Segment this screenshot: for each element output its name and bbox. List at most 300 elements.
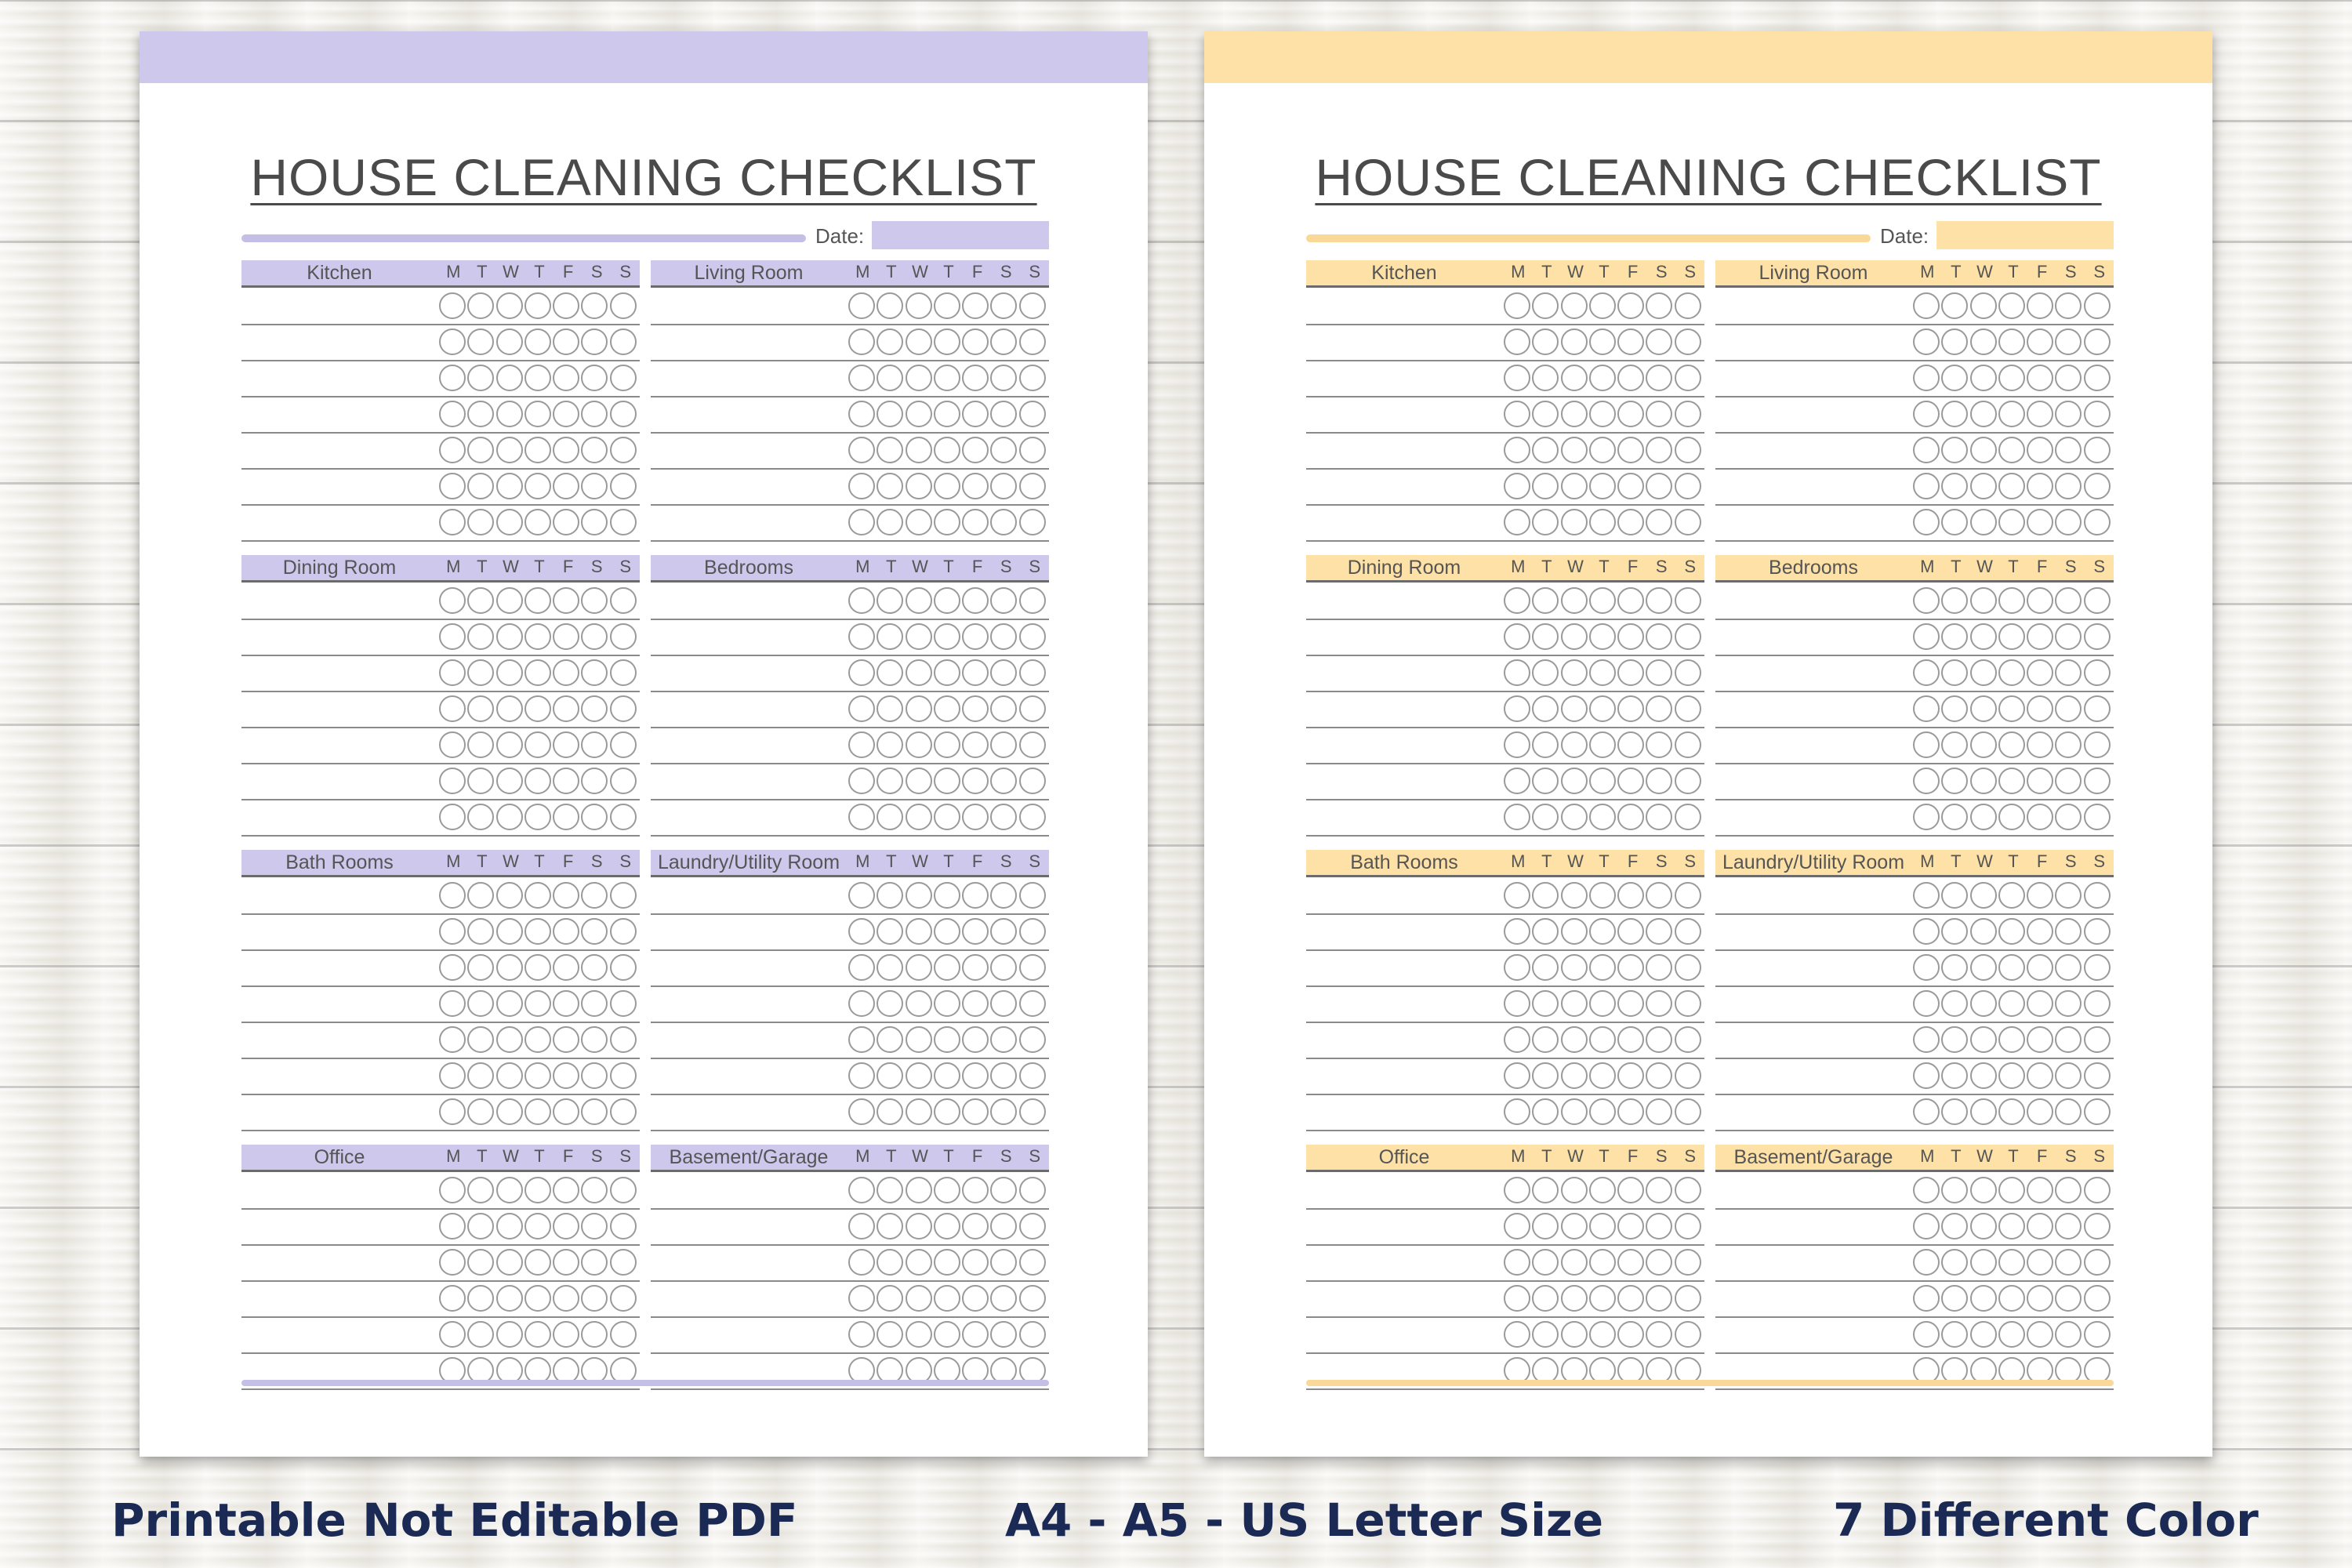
day-checkbox-circle[interactable]	[1561, 768, 1588, 794]
day-checkbox-circle[interactable]	[2055, 437, 2082, 463]
day-checkbox-circle[interactable]	[990, 292, 1017, 319]
day-checkbox-circle[interactable]	[2027, 1321, 2053, 1348]
day-checkbox-circle[interactable]	[1532, 1062, 1559, 1089]
day-checkbox-circle[interactable]	[1941, 954, 1968, 981]
day-checkbox-circle[interactable]	[1019, 768, 1046, 794]
day-checkbox-circle[interactable]	[934, 509, 960, 535]
day-checkbox-circle[interactable]	[848, 437, 875, 463]
day-checkbox-circle[interactable]	[990, 473, 1017, 499]
day-checkbox-circle[interactable]	[581, 292, 608, 319]
day-checkbox-circle[interactable]	[524, 918, 551, 945]
day-checkbox-circle[interactable]	[2055, 731, 2082, 758]
day-checkbox-circle[interactable]	[496, 401, 523, 427]
day-checkbox-circle[interactable]	[1561, 954, 1588, 981]
day-checkbox-circle[interactable]	[1913, 768, 1940, 794]
day-checkbox-circle[interactable]	[1675, 623, 1701, 650]
day-checkbox-circle[interactable]	[581, 731, 608, 758]
day-checkbox-circle[interactable]	[1970, 401, 1997, 427]
day-checkbox-circle[interactable]	[1998, 954, 2025, 981]
day-checkbox-circle[interactable]	[2055, 292, 2082, 319]
day-checkbox-circle[interactable]	[1504, 918, 1530, 945]
day-checkbox-circle[interactable]	[1913, 731, 1940, 758]
day-checkbox-circle[interactable]	[496, 1177, 523, 1203]
day-checkbox-circle[interactable]	[581, 328, 608, 355]
day-checkbox-circle[interactable]	[2084, 768, 2111, 794]
day-checkbox-circle[interactable]	[2027, 1177, 2053, 1203]
day-checkbox-circle[interactable]	[2027, 292, 2053, 319]
day-checkbox-circle[interactable]	[1504, 695, 1530, 722]
day-checkbox-circle[interactable]	[1998, 401, 2025, 427]
day-checkbox-circle[interactable]	[1998, 804, 2025, 830]
day-checkbox-circle[interactable]	[610, 1285, 637, 1312]
day-checkbox-circle[interactable]	[2055, 768, 2082, 794]
day-checkbox-circle[interactable]	[906, 365, 932, 391]
day-checkbox-circle[interactable]	[1675, 954, 1701, 981]
day-checkbox-circle[interactable]	[1675, 328, 1701, 355]
day-checkbox-circle[interactable]	[1617, 804, 1644, 830]
day-checkbox-circle[interactable]	[1998, 1249, 2025, 1276]
day-checkbox-circle[interactable]	[962, 1321, 989, 1348]
day-checkbox-circle[interactable]	[1998, 918, 2025, 945]
day-checkbox-circle[interactable]	[848, 1062, 875, 1089]
day-checkbox-circle[interactable]	[1532, 954, 1559, 981]
day-checkbox-circle[interactable]	[1589, 1249, 1616, 1276]
day-checkbox-circle[interactable]	[467, 918, 494, 945]
day-checkbox-circle[interactable]	[2055, 1026, 2082, 1053]
day-checkbox-circle[interactable]	[1913, 587, 1940, 614]
day-checkbox-circle[interactable]	[467, 804, 494, 830]
day-checkbox-circle[interactable]	[553, 365, 579, 391]
day-checkbox-circle[interactable]	[553, 731, 579, 758]
day-checkbox-circle[interactable]	[1998, 328, 2025, 355]
day-checkbox-circle[interactable]	[906, 1026, 932, 1053]
day-checkbox-circle[interactable]	[1617, 1249, 1644, 1276]
day-checkbox-circle[interactable]	[439, 623, 466, 650]
day-checkbox-circle[interactable]	[1561, 990, 1588, 1017]
day-checkbox-circle[interactable]	[610, 587, 637, 614]
day-checkbox-circle[interactable]	[2027, 954, 2053, 981]
day-checkbox-circle[interactable]	[439, 1177, 466, 1203]
day-checkbox-circle[interactable]	[553, 768, 579, 794]
day-checkbox-circle[interactable]	[1532, 1098, 1559, 1125]
day-checkbox-circle[interactable]	[1504, 1285, 1530, 1312]
day-checkbox-circle[interactable]	[524, 623, 551, 650]
day-checkbox-circle[interactable]	[1941, 623, 1968, 650]
day-checkbox-circle[interactable]	[439, 401, 466, 427]
day-checkbox-circle[interactable]	[467, 1026, 494, 1053]
day-checkbox-circle[interactable]	[962, 1177, 989, 1203]
day-checkbox-circle[interactable]	[1561, 587, 1588, 614]
day-checkbox-circle[interactable]	[1561, 731, 1588, 758]
day-checkbox-circle[interactable]	[1617, 587, 1644, 614]
day-checkbox-circle[interactable]	[2084, 990, 2111, 1017]
day-checkbox-circle[interactable]	[1504, 292, 1530, 319]
day-checkbox-circle[interactable]	[467, 1062, 494, 1089]
day-checkbox-circle[interactable]	[1646, 659, 1672, 686]
day-checkbox-circle[interactable]	[1617, 1285, 1644, 1312]
day-checkbox-circle[interactable]	[2084, 328, 2111, 355]
day-checkbox-circle[interactable]	[848, 365, 875, 391]
day-checkbox-circle[interactable]	[962, 954, 989, 981]
day-checkbox-circle[interactable]	[934, 328, 960, 355]
day-checkbox-circle[interactable]	[1589, 473, 1616, 499]
day-checkbox-circle[interactable]	[848, 990, 875, 1017]
day-checkbox-circle[interactable]	[934, 292, 960, 319]
day-checkbox-circle[interactable]	[906, 1213, 932, 1240]
day-checkbox-circle[interactable]	[1019, 990, 1046, 1017]
day-checkbox-circle[interactable]	[1504, 1213, 1530, 1240]
day-checkbox-circle[interactable]	[848, 768, 875, 794]
day-checkbox-circle[interactable]	[524, 1062, 551, 1089]
day-checkbox-circle[interactable]	[2027, 1285, 2053, 1312]
day-checkbox-circle[interactable]	[1675, 882, 1701, 909]
day-checkbox-circle[interactable]	[2055, 623, 2082, 650]
day-checkbox-circle[interactable]	[2084, 1249, 2111, 1276]
day-checkbox-circle[interactable]	[2084, 695, 2111, 722]
day-checkbox-circle[interactable]	[1998, 1213, 2025, 1240]
day-checkbox-circle[interactable]	[1970, 954, 1997, 981]
day-checkbox-circle[interactable]	[439, 731, 466, 758]
day-checkbox-circle[interactable]	[2027, 509, 2053, 535]
day-checkbox-circle[interactable]	[610, 1249, 637, 1276]
day-checkbox-circle[interactable]	[1998, 1062, 2025, 1089]
day-checkbox-circle[interactable]	[962, 1026, 989, 1053]
day-checkbox-circle[interactable]	[1675, 509, 1701, 535]
day-checkbox-circle[interactable]	[1646, 401, 1672, 427]
day-checkbox-circle[interactable]	[1675, 587, 1701, 614]
day-checkbox-circle[interactable]	[1589, 659, 1616, 686]
day-checkbox-circle[interactable]	[1646, 804, 1672, 830]
day-checkbox-circle[interactable]	[1913, 695, 1940, 722]
day-checkbox-circle[interactable]	[2055, 1285, 2082, 1312]
day-checkbox-circle[interactable]	[439, 292, 466, 319]
day-checkbox-circle[interactable]	[1532, 401, 1559, 427]
day-checkbox-circle[interactable]	[439, 1098, 466, 1125]
day-checkbox-circle[interactable]	[1675, 1062, 1701, 1089]
day-checkbox-circle[interactable]	[467, 292, 494, 319]
day-checkbox-circle[interactable]	[524, 804, 551, 830]
day-checkbox-circle[interactable]	[496, 437, 523, 463]
day-checkbox-circle[interactable]	[2055, 473, 2082, 499]
day-checkbox-circle[interactable]	[1561, 1062, 1588, 1089]
day-checkbox-circle[interactable]	[1998, 587, 2025, 614]
day-checkbox-circle[interactable]	[2084, 473, 2111, 499]
day-checkbox-circle[interactable]	[1970, 731, 1997, 758]
day-checkbox-circle[interactable]	[877, 768, 903, 794]
day-checkbox-circle[interactable]	[1617, 768, 1644, 794]
day-checkbox-circle[interactable]	[1913, 954, 1940, 981]
day-checkbox-circle[interactable]	[439, 437, 466, 463]
day-checkbox-circle[interactable]	[439, 882, 466, 909]
day-checkbox-circle[interactable]	[990, 328, 1017, 355]
day-checkbox-circle[interactable]	[467, 401, 494, 427]
day-checkbox-circle[interactable]	[496, 1026, 523, 1053]
day-checkbox-circle[interactable]	[1998, 1026, 2025, 1053]
day-checkbox-circle[interactable]	[1941, 401, 1968, 427]
day-checkbox-circle[interactable]	[2055, 1062, 2082, 1089]
day-checkbox-circle[interactable]	[906, 1098, 932, 1125]
day-checkbox-circle[interactable]	[496, 990, 523, 1017]
day-checkbox-circle[interactable]	[1970, 1098, 1997, 1125]
day-checkbox-circle[interactable]	[1998, 623, 2025, 650]
day-checkbox-circle[interactable]	[2084, 1026, 2111, 1053]
day-checkbox-circle[interactable]	[1617, 1026, 1644, 1053]
day-checkbox-circle[interactable]	[877, 1098, 903, 1125]
day-checkbox-circle[interactable]	[990, 695, 1017, 722]
day-checkbox-circle[interactable]	[1913, 1062, 1940, 1089]
day-checkbox-circle[interactable]	[1589, 1098, 1616, 1125]
day-checkbox-circle[interactable]	[2055, 954, 2082, 981]
day-checkbox-circle[interactable]	[1589, 437, 1616, 463]
day-checkbox-circle[interactable]	[496, 695, 523, 722]
day-checkbox-circle[interactable]	[1646, 365, 1672, 391]
day-checkbox-circle[interactable]	[962, 804, 989, 830]
day-checkbox-circle[interactable]	[1617, 623, 1644, 650]
day-checkbox-circle[interactable]	[848, 587, 875, 614]
day-checkbox-circle[interactable]	[2027, 1026, 2053, 1053]
day-checkbox-circle[interactable]	[1589, 918, 1616, 945]
day-checkbox-circle[interactable]	[439, 1026, 466, 1053]
day-checkbox-circle[interactable]	[962, 292, 989, 319]
day-checkbox-circle[interactable]	[2055, 659, 2082, 686]
day-checkbox-circle[interactable]	[1532, 990, 1559, 1017]
day-checkbox-circle[interactable]	[2027, 768, 2053, 794]
day-checkbox-circle[interactable]	[848, 918, 875, 945]
day-checkbox-circle[interactable]	[906, 918, 932, 945]
day-checkbox-circle[interactable]	[553, 918, 579, 945]
day-checkbox-circle[interactable]	[1913, 1098, 1940, 1125]
day-checkbox-circle[interactable]	[524, 1321, 551, 1348]
day-checkbox-circle[interactable]	[934, 1321, 960, 1348]
day-checkbox-circle[interactable]	[581, 768, 608, 794]
day-checkbox-circle[interactable]	[1675, 1026, 1701, 1053]
day-checkbox-circle[interactable]	[1970, 1321, 1997, 1348]
day-checkbox-circle[interactable]	[1941, 365, 1968, 391]
day-checkbox-circle[interactable]	[1675, 1098, 1701, 1125]
day-checkbox-circle[interactable]	[439, 695, 466, 722]
day-checkbox-circle[interactable]	[906, 1321, 932, 1348]
day-checkbox-circle[interactable]	[581, 882, 608, 909]
day-checkbox-circle[interactable]	[1617, 365, 1644, 391]
day-checkbox-circle[interactable]	[1617, 882, 1644, 909]
day-checkbox-circle[interactable]	[1646, 1177, 1672, 1203]
day-checkbox-circle[interactable]	[524, 365, 551, 391]
day-checkbox-circle[interactable]	[934, 1213, 960, 1240]
day-checkbox-circle[interactable]	[439, 918, 466, 945]
day-checkbox-circle[interactable]	[2027, 695, 2053, 722]
day-checkbox-circle[interactable]	[1941, 918, 1968, 945]
day-checkbox-circle[interactable]	[934, 1285, 960, 1312]
day-checkbox-circle[interactable]	[906, 731, 932, 758]
day-checkbox-circle[interactable]	[1019, 623, 1046, 650]
day-checkbox-circle[interactable]	[1589, 695, 1616, 722]
day-checkbox-circle[interactable]	[990, 1285, 1017, 1312]
day-checkbox-circle[interactable]	[1970, 990, 1997, 1017]
day-checkbox-circle[interactable]	[496, 509, 523, 535]
day-checkbox-circle[interactable]	[934, 473, 960, 499]
day-checkbox-circle[interactable]	[1504, 1062, 1530, 1089]
day-checkbox-circle[interactable]	[962, 1285, 989, 1312]
day-checkbox-circle[interactable]	[1019, 804, 1046, 830]
day-checkbox-circle[interactable]	[1561, 659, 1588, 686]
day-checkbox-circle[interactable]	[962, 1249, 989, 1276]
day-checkbox-circle[interactable]	[1941, 292, 1968, 319]
day-checkbox-circle[interactable]	[610, 401, 637, 427]
day-checkbox-circle[interactable]	[1675, 918, 1701, 945]
day-checkbox-circle[interactable]	[1941, 1321, 1968, 1348]
day-checkbox-circle[interactable]	[496, 1098, 523, 1125]
day-checkbox-circle[interactable]	[610, 990, 637, 1017]
day-checkbox-circle[interactable]	[1561, 1249, 1588, 1276]
day-checkbox-circle[interactable]	[848, 473, 875, 499]
day-checkbox-circle[interactable]	[524, 473, 551, 499]
day-checkbox-circle[interactable]	[877, 695, 903, 722]
day-checkbox-circle[interactable]	[581, 1177, 608, 1203]
day-checkbox-circle[interactable]	[1504, 1026, 1530, 1053]
day-checkbox-circle[interactable]	[496, 882, 523, 909]
day-checkbox-circle[interactable]	[467, 509, 494, 535]
day-checkbox-circle[interactable]	[1504, 587, 1530, 614]
day-checkbox-circle[interactable]	[1675, 804, 1701, 830]
day-checkbox-circle[interactable]	[524, 731, 551, 758]
day-checkbox-circle[interactable]	[1561, 882, 1588, 909]
day-checkbox-circle[interactable]	[439, 328, 466, 355]
day-checkbox-circle[interactable]	[496, 365, 523, 391]
day-checkbox-circle[interactable]	[1617, 509, 1644, 535]
day-checkbox-circle[interactable]	[1970, 768, 1997, 794]
day-checkbox-circle[interactable]	[581, 1062, 608, 1089]
day-checkbox-circle[interactable]	[877, 292, 903, 319]
day-checkbox-circle[interactable]	[1561, 1321, 1588, 1348]
day-checkbox-circle[interactable]	[2084, 918, 2111, 945]
day-checkbox-circle[interactable]	[1913, 1249, 1940, 1276]
day-checkbox-circle[interactable]	[934, 1026, 960, 1053]
day-checkbox-circle[interactable]	[934, 365, 960, 391]
day-checkbox-circle[interactable]	[1970, 1213, 1997, 1240]
day-checkbox-circle[interactable]	[496, 1321, 523, 1348]
day-checkbox-circle[interactable]	[581, 1026, 608, 1053]
day-checkbox-circle[interactable]	[990, 768, 1017, 794]
day-checkbox-circle[interactable]	[934, 954, 960, 981]
day-checkbox-circle[interactable]	[1019, 365, 1046, 391]
day-checkbox-circle[interactable]	[553, 401, 579, 427]
day-checkbox-circle[interactable]	[906, 1285, 932, 1312]
day-checkbox-circle[interactable]	[934, 695, 960, 722]
day-checkbox-circle[interactable]	[467, 768, 494, 794]
day-checkbox-circle[interactable]	[1504, 437, 1530, 463]
day-checkbox-circle[interactable]	[2027, 473, 2053, 499]
day-checkbox-circle[interactable]	[934, 401, 960, 427]
day-checkbox-circle[interactable]	[524, 1249, 551, 1276]
day-checkbox-circle[interactable]	[1675, 401, 1701, 427]
day-checkbox-circle[interactable]	[877, 882, 903, 909]
day-checkbox-circle[interactable]	[2027, 1249, 2053, 1276]
day-checkbox-circle[interactable]	[1019, 1321, 1046, 1348]
day-checkbox-circle[interactable]	[1970, 1026, 1997, 1053]
day-checkbox-circle[interactable]	[1532, 473, 1559, 499]
day-checkbox-circle[interactable]	[1646, 587, 1672, 614]
day-checkbox-circle[interactable]	[906, 437, 932, 463]
day-checkbox-circle[interactable]	[1617, 1098, 1644, 1125]
day-checkbox-circle[interactable]	[1941, 768, 1968, 794]
day-checkbox-circle[interactable]	[1589, 731, 1616, 758]
day-checkbox-circle[interactable]	[2027, 365, 2053, 391]
day-checkbox-circle[interactable]	[610, 918, 637, 945]
day-checkbox-circle[interactable]	[1532, 1177, 1559, 1203]
day-checkbox-circle[interactable]	[1941, 804, 1968, 830]
day-checkbox-circle[interactable]	[934, 804, 960, 830]
day-checkbox-circle[interactable]	[2055, 1177, 2082, 1203]
day-checkbox-circle[interactable]	[467, 1321, 494, 1348]
day-checkbox-circle[interactable]	[1561, 1098, 1588, 1125]
day-checkbox-circle[interactable]	[1941, 1177, 1968, 1203]
day-checkbox-circle[interactable]	[1998, 1177, 2025, 1203]
day-checkbox-circle[interactable]	[1941, 1285, 1968, 1312]
day-checkbox-circle[interactable]	[581, 954, 608, 981]
day-checkbox-circle[interactable]	[1504, 768, 1530, 794]
day-checkbox-circle[interactable]	[1913, 1321, 1940, 1348]
day-checkbox-circle[interactable]	[439, 768, 466, 794]
day-checkbox-circle[interactable]	[2084, 954, 2111, 981]
day-checkbox-circle[interactable]	[1675, 1321, 1701, 1348]
day-checkbox-circle[interactable]	[610, 768, 637, 794]
day-checkbox-circle[interactable]	[553, 695, 579, 722]
day-checkbox-circle[interactable]	[1998, 1321, 2025, 1348]
day-checkbox-circle[interactable]	[1941, 1249, 1968, 1276]
day-checkbox-circle[interactable]	[1532, 1321, 1559, 1348]
day-checkbox-circle[interactable]	[1617, 1213, 1644, 1240]
day-checkbox-circle[interactable]	[1941, 659, 1968, 686]
day-checkbox-circle[interactable]	[1504, 328, 1530, 355]
day-checkbox-circle[interactable]	[524, 990, 551, 1017]
day-checkbox-circle[interactable]	[1913, 659, 1940, 686]
day-checkbox-circle[interactable]	[877, 990, 903, 1017]
day-checkbox-circle[interactable]	[990, 1321, 1017, 1348]
day-checkbox-circle[interactable]	[1675, 365, 1701, 391]
day-checkbox-circle[interactable]	[467, 990, 494, 1017]
day-checkbox-circle[interactable]	[1970, 365, 1997, 391]
day-checkbox-circle[interactable]	[524, 954, 551, 981]
day-checkbox-circle[interactable]	[990, 1213, 1017, 1240]
day-checkbox-circle[interactable]	[1532, 365, 1559, 391]
day-checkbox-circle[interactable]	[934, 623, 960, 650]
day-checkbox-circle[interactable]	[2084, 292, 2111, 319]
day-checkbox-circle[interactable]	[906, 990, 932, 1017]
day-checkbox-circle[interactable]	[1913, 509, 1940, 535]
day-checkbox-circle[interactable]	[1970, 328, 1997, 355]
day-checkbox-circle[interactable]	[1646, 1285, 1672, 1312]
day-checkbox-circle[interactable]	[1019, 1213, 1046, 1240]
day-checkbox-circle[interactable]	[553, 804, 579, 830]
day-checkbox-circle[interactable]	[1941, 473, 1968, 499]
day-checkbox-circle[interactable]	[1589, 1026, 1616, 1053]
day-checkbox-circle[interactable]	[1504, 473, 1530, 499]
day-checkbox-circle[interactable]	[610, 1213, 637, 1240]
day-checkbox-circle[interactable]	[1617, 401, 1644, 427]
day-checkbox-circle[interactable]	[1504, 401, 1530, 427]
day-checkbox-circle[interactable]	[581, 918, 608, 945]
day-checkbox-circle[interactable]	[524, 1213, 551, 1240]
day-checkbox-circle[interactable]	[1646, 1249, 1672, 1276]
day-checkbox-circle[interactable]	[1532, 731, 1559, 758]
day-checkbox-circle[interactable]	[1504, 1098, 1530, 1125]
day-checkbox-circle[interactable]	[962, 990, 989, 1017]
day-checkbox-circle[interactable]	[877, 623, 903, 650]
day-checkbox-circle[interactable]	[439, 1213, 466, 1240]
day-checkbox-circle[interactable]	[581, 1321, 608, 1348]
day-checkbox-circle[interactable]	[1561, 1213, 1588, 1240]
day-checkbox-circle[interactable]	[877, 1321, 903, 1348]
